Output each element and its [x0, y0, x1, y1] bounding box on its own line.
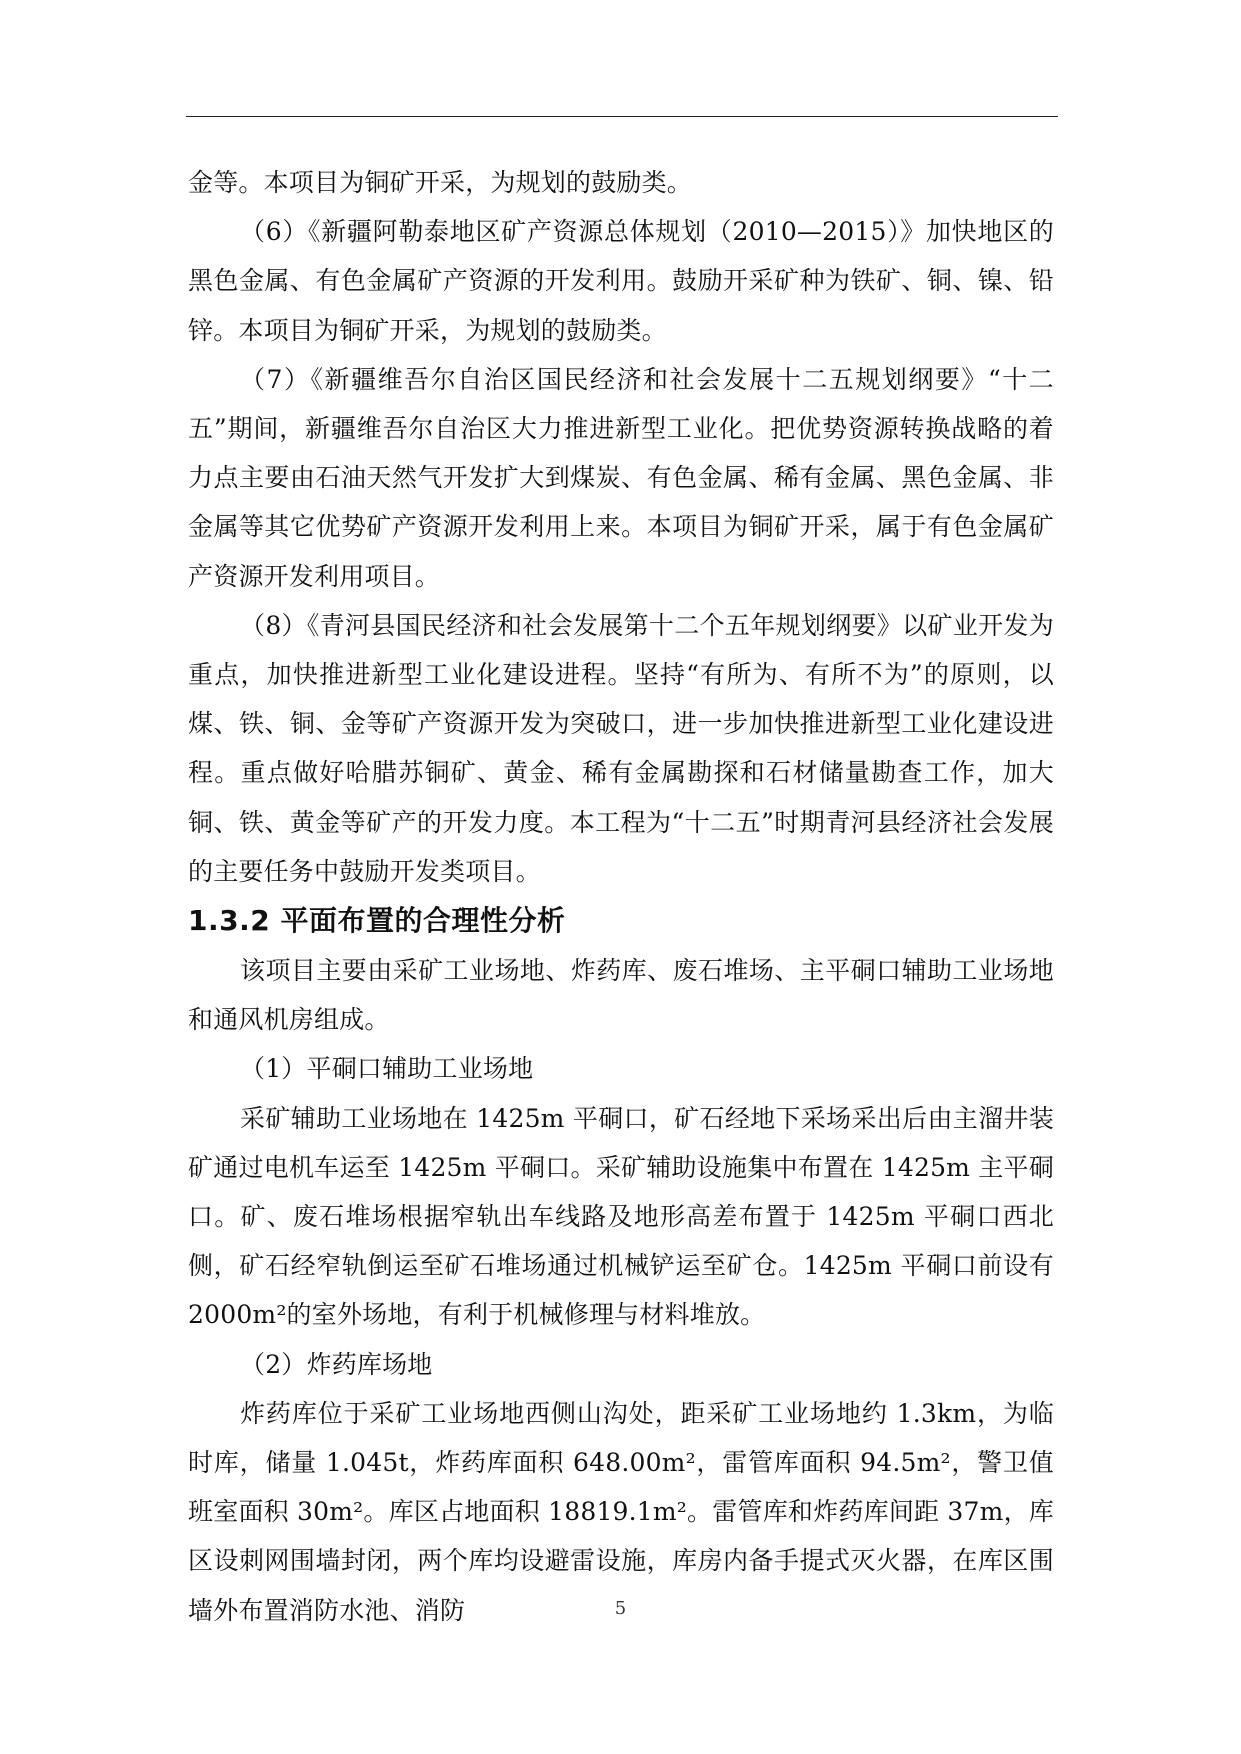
subsection-text-1: 采矿辅助工业场地在 1425m 平硐口，矿石经地下采场采出后由主溜井装矿通过电机车运至 1425m 平硐口。采矿辅助设施集中布置在 1425m 主平硐口。矿、废石堆场根据窄轨出车线路及地形高差布置于 1425m 平硐口西北侧，矿石经窄轨倒运至矿石堆场通过机械铲运至矿仓。1425m 平硐口前设有 2000m²的室外场地，有利于机械修理与材料堆放。: [188, 1103, 1054, 1330]
paragraph-item-7: （7）《新疆维吾尔自治区国民经济和社会发展十二五规划纲要》“十二五”期间，新疆维吾尔自治区大力推进新型工业化。把优势资源转换战略的着力点主要由石油天然气开发扩大到煤炭、有色金属、稀有金属、黑色金属、非金属等其它优势矿产资源开发利用上来。本项目为铜矿开采，属于有色金属矿产资源开发利用项目。: [188, 364, 1054, 591]
document-body: [188, 158, 1054, 1635]
paragraph-item-6: （6）《新疆阿勒泰地区矿产资源总体规划（2010—2015）》加快地区的黑色金属、有色金属矿产资源的开发利用。鼓励开采矿种为铁矿、铜、镍、铅锌。本项目为铜矿开采，为规划的鼓励类。: [188, 217, 1054, 345]
header-rule: [186, 116, 1058, 117]
paragraph-item-8: （8）《青河县国民经济和社会发展第十二个五年规划纲要》以矿业开发为重点，加快推进新型工业化建设进程。坚持“有所为、有所不为”的原则，以煤、铁、铜、金等矿产资源开发为突破口，进一步加快推进新型工业化建设进程。重点做好哈腊苏铜矿、黄金、稀有金属勘探和石材储量勘查工作，加大铜、铁、黄金等矿产的开发力度。本工程为“十二五”时期青河县经济社会发展的主要任务中鼓励开发类项目。: [188, 610, 1054, 886]
section-heading: 1.3.2 平面布置的合理性分析: [188, 904, 566, 938]
section-intro: 该项目主要由采矿工业场地、炸药库、废石堆场、主平硐口辅助工业场地和通风机房组成。: [188, 956, 1054, 1035]
subsection-title-1: （1）平硐口辅助工业场地: [240, 1054, 534, 1084]
paragraph-continuation: 金等。本项目为铜矿开采，为规划的鼓励类。: [188, 168, 693, 197]
subsection-text-2: 炸药库位于采矿工业场地西侧山沟处，距采矿工业场地约 1.3km，为临时库，储量 1.045t，炸药库面积 648.00m²，雷管库面积 94.5m²，警卫值班室面积 30m²。库区占地面积 18819.1m²。雷管库和炸药库间距 37m，库区设刺网围墙封闭，两个库均设避雷设施，库房内备手提式灭火器，在库区围墙外布置消防水池、消防: [188, 1398, 1054, 1625]
subsection-title-2: （2）炸药库场地: [240, 1349, 433, 1379]
page-number: 5: [614, 1598, 627, 1619]
